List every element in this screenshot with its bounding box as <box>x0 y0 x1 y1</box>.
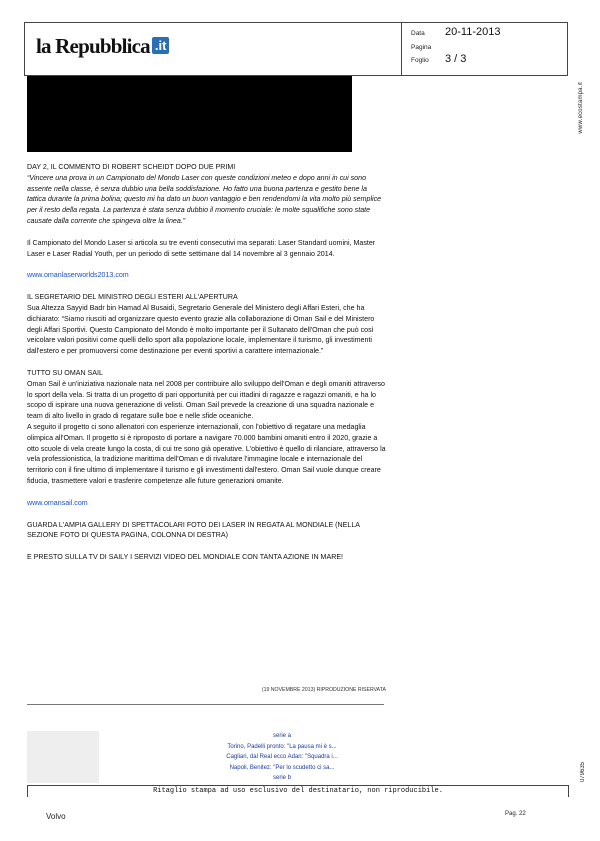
related-link-serie-b[interactable]: serie b <box>272 775 291 781</box>
clipping-code: 079635 <box>580 762 586 783</box>
related-links <box>198 731 366 784</box>
link-omanlaserworlds[interactable]: www.omanlaserworlds2013.com <box>27 271 129 280</box>
logo-text: la Repubblica <box>36 34 150 58</box>
paragraph-segretario: Sua Altezza Sayyid Badr bin Hamad Al Busaidi, Segretario Generale del Ministero degli Affari Esteri, che ha dichiarato: “Siamo riusciti ad organizzare questo evento grazie alla collaborazione di Oman Sail e del Ministero degli Affari Sportivi. Questo Campionato del Mondo è molto importante per il Sultanato dell'Oman che può così veicolare valori positivi come quelli dello sport alla popolazione locale, implementare il turismo, gli investimenti dall'estero e per promuoversi come destinazione per eventi sportivi a carattere internazionale.” <box>27 303 375 356</box>
article-body <box>27 162 387 563</box>
related-link-torino[interactable]: Torino, Padelli pronto: "La pausa mi è s... <box>227 743 337 750</box>
foglio-value: 3 / 3 <box>445 53 467 65</box>
logo-suffix: .it <box>152 37 170 54</box>
page-number: Pag. 22 <box>505 811 526 817</box>
article-credit: (19 NOVEMBRE 2013) RIPRODUZIONE RISERVATA <box>261 687 386 693</box>
link-omansail[interactable]: www.omansail.com <box>27 498 88 507</box>
paragraph-campionato: Il Campionato del Mondo Laser si articola su tre eventi consecutivi ma separati: Laser Standard uomini, Master Laser e Laser Radial Youth, per un periodo di sette settimane dal 14 novembre al 3 gennaio 2014. <box>27 238 376 258</box>
advertiser-name: Volvo <box>46 812 66 821</box>
heading-segretario: IL SEGRETARIO DEL MINISTRO DEGLI ESTERI ALL'APERTURA <box>27 293 238 302</box>
related-link-cagliari[interactable]: Cagliari, dal Real ecco Adan: "Squadra i... <box>226 754 338 760</box>
video-player[interactable] <box>27 76 352 152</box>
related-link-napoli[interactable]: Napoli, Benitez: "Per lo scudetto ci sa... <box>229 764 335 771</box>
heading-tv-saily: E PRESTO SULLA TV DI SAILY I SERVIZI VIDEO DEL MONDIALE CON TANTA AZIONE IN MARE! <box>27 553 344 562</box>
repubblica-logo <box>36 34 169 59</box>
ecostampa-url: www.ecostampa.it <box>578 82 584 134</box>
pagina-label: Pagina <box>411 44 432 51</box>
divider <box>27 704 384 705</box>
scheidt-quote: “Vincere una prova in un Campionato del Mondo Laser con queste condizioni meteo e dopo anni in cui sono assente nella classe, è senza dubbio una bella soddisfazione. Ho fatto una buona partenza e gestito bene la tattica durante la prima bolina; questo mi ha dato un buon vantaggio e ben rendendomi la vita molto più semplice per il resto della regata. La partenza è stata senza dubbio il momento cruciale: le molte squalifiche sono state causate dalla corrente che spingeva oltre la linea.” <box>27 173 382 225</box>
related-link-serie-a[interactable]: serie a <box>272 733 291 739</box>
paragraph-oman-sail-2: A seguito il progetto ci sono allenatori con esperienze internazionali, con l'obiettivo di regatare una medaglia olimpica all'Oman. Il progetto si è riproposto di portare a navigare 70.000 bambini omaniti entro il 2020, grazie a otto scuole di vela create lungo la costa, di cui tre sono già operative. L'obiettivo è quello di rilanciare, attraverso la vela professionistica, la tradizione marittima dell'Oman e di rivalutare l'immagine locale e internazionale del territorio con il fine ultimo di implementare il turismo e gli investimenti dall'estero. Oman Sail vuole dunque creare fiducia, trasmettere valori e trasferire competenze alle future generazioni omanite. <box>27 422 386 485</box>
paragraph-oman-sail-1: Oman Sail è un'iniziativa nazionale nata nel 2008 per contribuire allo sviluppo dell'Oman e degli omaniti attraverso lo sport della vela. Si tratta di un progetto di pari opportunità per cui ittadini di ragazze e ragazzi omaniti, e ha lo scopo di ispirare una nuova generazione di velisti. Oman Sail prevede la creazione di una squadra nazionale e team di alto livello in grado di regatare sulle boe e nelle sfide oceaniche. <box>27 379 385 421</box>
heading-day2: DAY 2, IL COMMENTO DI ROBERT SCHEIDT DOPO DUE PRIMI <box>27 163 236 171</box>
related-thumbnail[interactable] <box>27 731 99 783</box>
clipping-notice: Ritaglio stampa ad uso esclusivo del destinatario, non riproducibile. <box>27 785 569 797</box>
heading-oman-sail: TUTTO SU OMAN SAIL <box>27 368 103 377</box>
foglio-label: Foglio <box>411 57 429 64</box>
data-value: 20-11-2013 <box>445 26 501 38</box>
heading-gallery: GUARDA L'AMPIA GALLERY DI SPETTACOLARI FOTO DEI LASER IN REGATA AL MONDIALE (NELLA SEZIONE FOTO DI QUESTA PAGINA, COLONNA DI DESTRA) <box>27 520 360 540</box>
data-label: Data <box>411 30 425 37</box>
